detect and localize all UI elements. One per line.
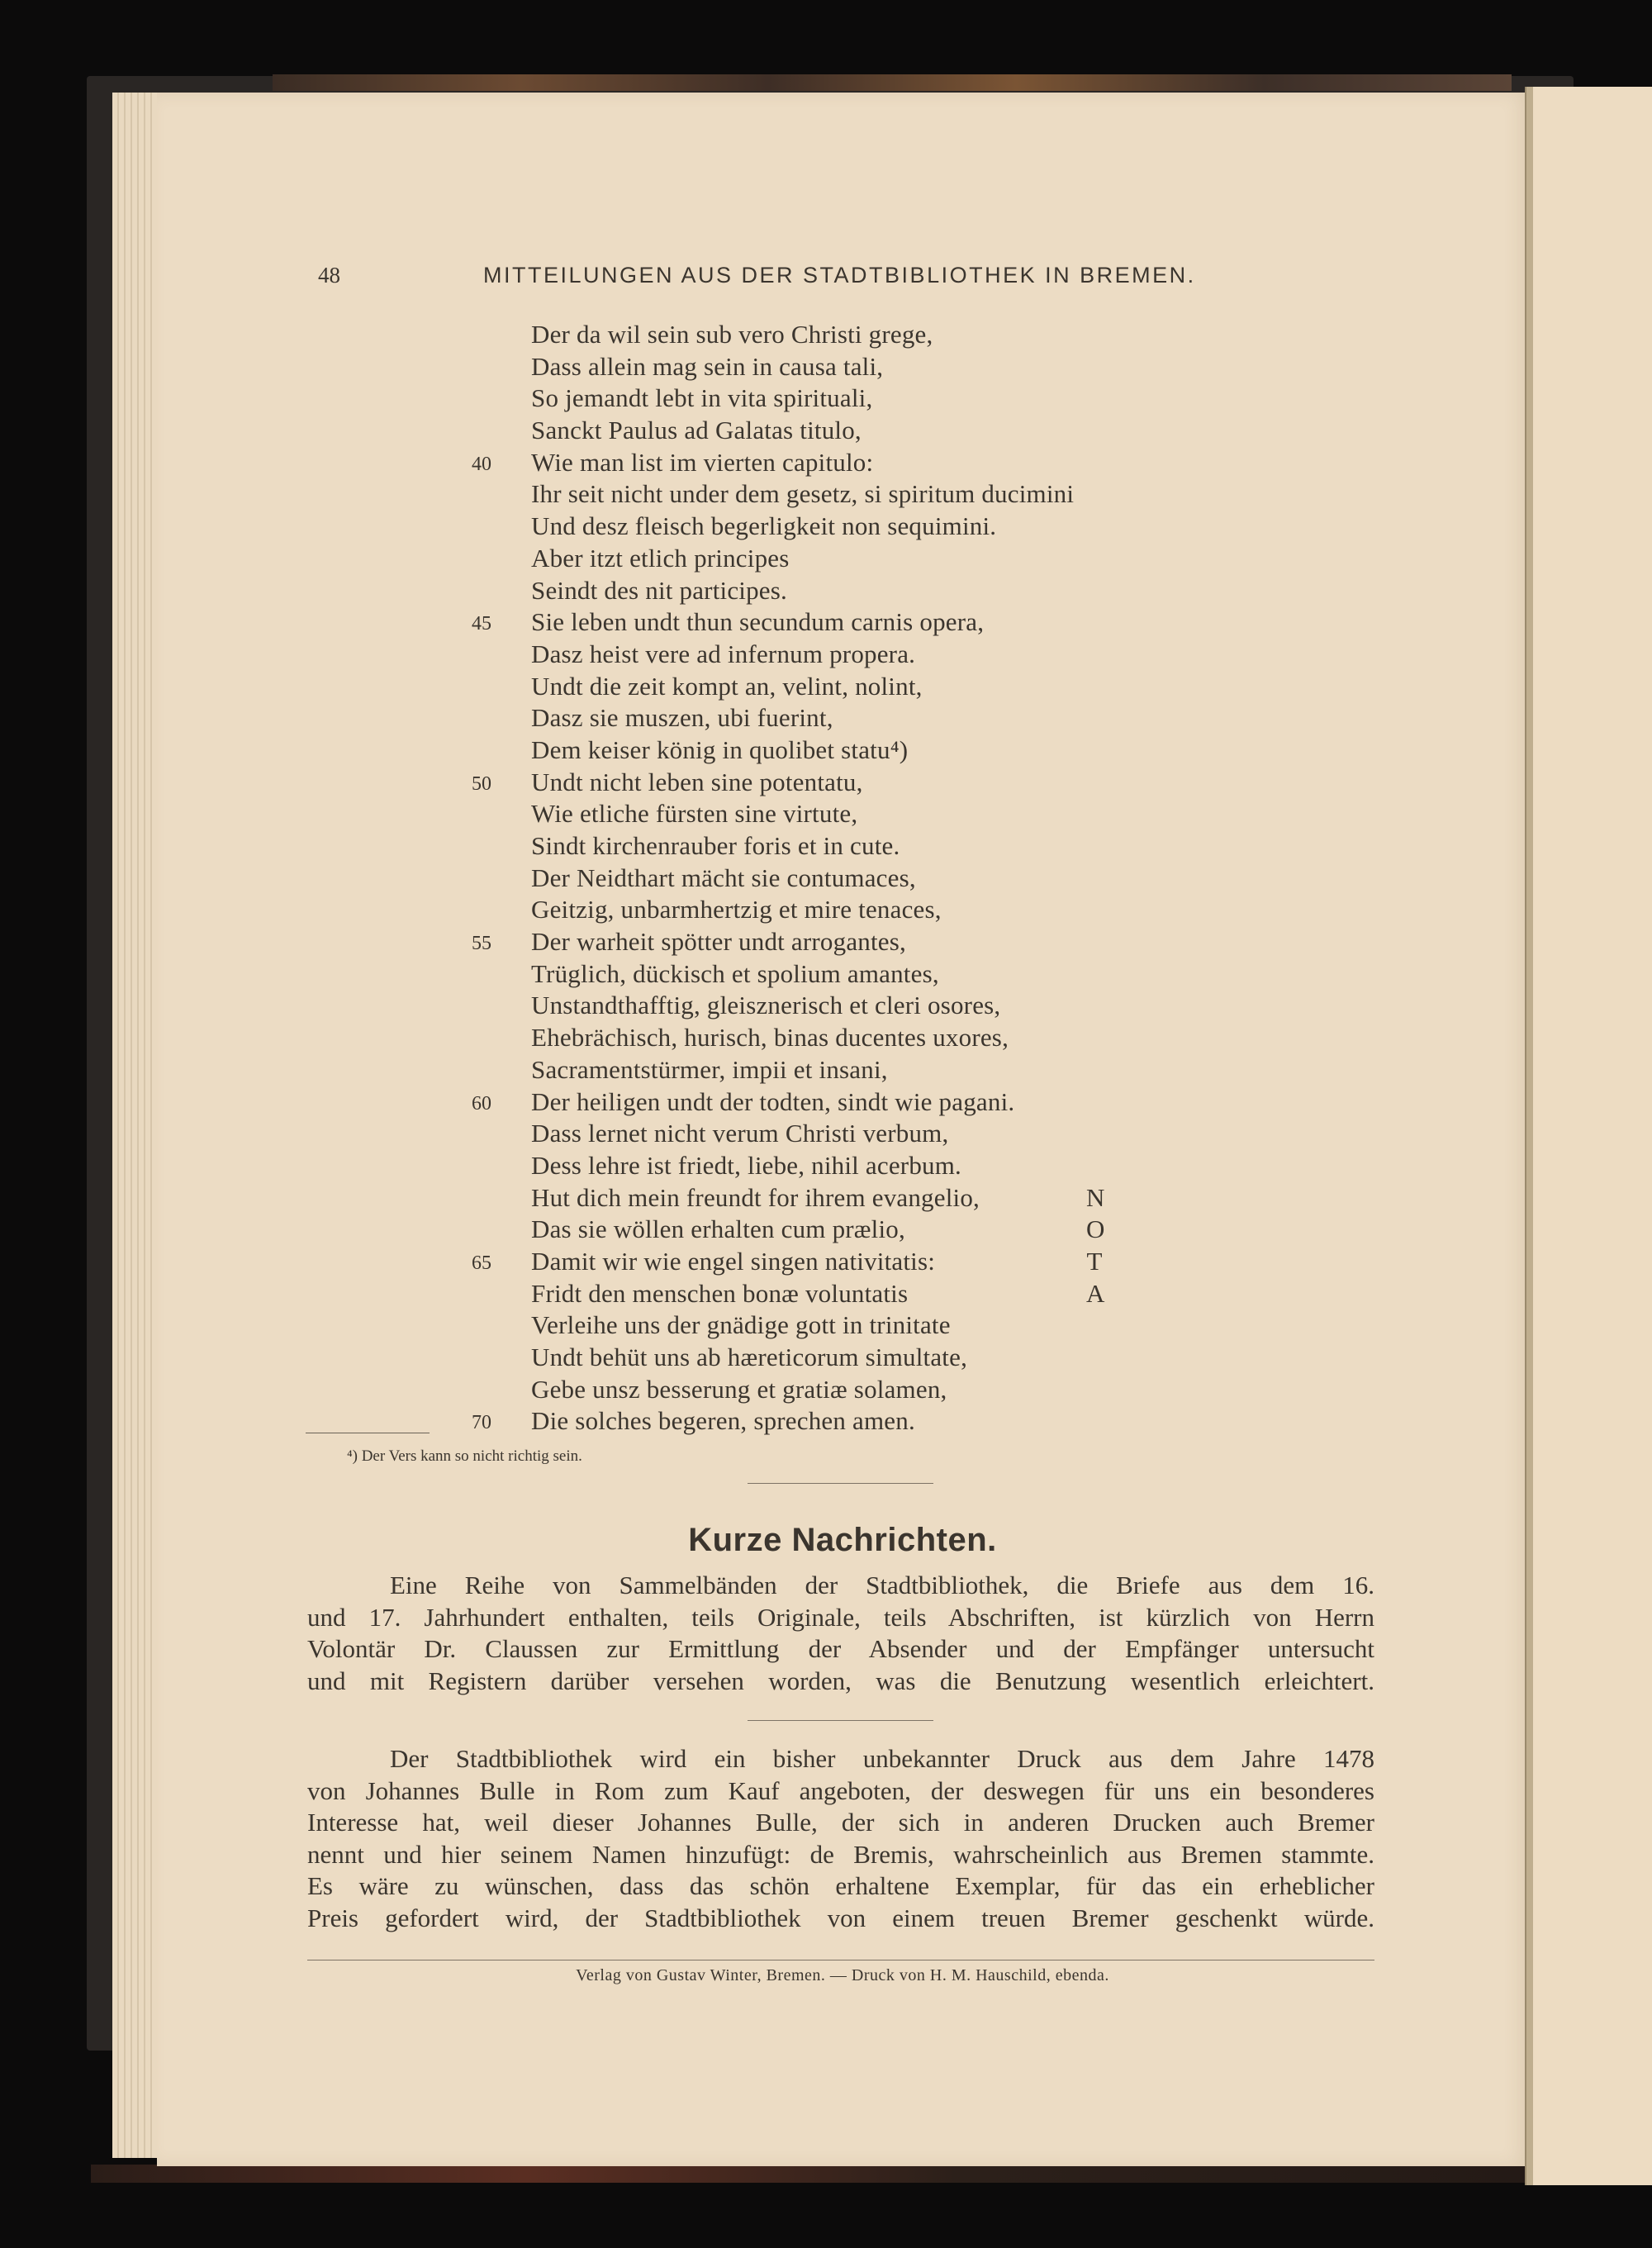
paragraph-line: Interesse hat, weil dieser Johannes Bulle, der sich in anderen Drucken auch Bremer xyxy=(307,1808,1374,1837)
paragraph-line: Es wäre zu wünschen, dass das schön erhaltene Exemplar, für das ein erheblicher xyxy=(307,1871,1374,1900)
verse-text: Seindt des nit participes. xyxy=(531,575,787,605)
verse-line xyxy=(458,798,1284,830)
verse-line xyxy=(458,702,1284,734)
verse-line xyxy=(458,894,1284,926)
verse-line xyxy=(458,1214,1284,1246)
verse-line xyxy=(458,1182,1284,1214)
news-paragraph-1 xyxy=(307,1570,1374,1697)
page-edges xyxy=(112,93,162,2158)
verse-line xyxy=(458,926,1284,958)
verse-line xyxy=(458,543,1284,575)
verse-line xyxy=(458,734,1284,767)
verse-text: Sacramentstürmer, impii et insani, xyxy=(531,1054,888,1084)
verse-line xyxy=(458,319,1284,351)
line-number: 45 xyxy=(472,613,491,635)
verse-text: Der Neidthart mächt sie contumaces, xyxy=(531,863,916,892)
verse-text: Der warheit spötter undt arrogantes, xyxy=(531,927,906,957)
paragraph-line: Eine Reihe von Sammelbänden der Stadtbibliothek, die Briefe aus dem 16. xyxy=(390,1571,1374,1599)
verse-line xyxy=(458,1405,1284,1438)
verse-text: Dess lehre ist friedt, liebe, nihil acerbum. xyxy=(531,1150,961,1180)
paragraph-line: Volontär Dr. Claussen zur Ermittlung der Absender und der Empfänger untersucht xyxy=(307,1634,1374,1663)
verse-line xyxy=(458,1246,1284,1278)
verse-text: Und desz fleisch begerligkeit non sequimini. xyxy=(531,511,997,541)
verse-text: Aber itzt etlich principes xyxy=(531,543,790,573)
verse-text: Unstandthafftig, gleisznerisch et cleri osores, xyxy=(531,991,1001,1020)
verse-line xyxy=(458,1342,1284,1374)
acrostic-letter: N xyxy=(1086,1182,1105,1212)
verse-text: Sindt kirchenrauber foris et in cute. xyxy=(531,831,900,860)
section-divider xyxy=(748,1483,933,1484)
line-number: 65 xyxy=(472,1252,491,1274)
verse-text: Wie man list im vierten capitulo: xyxy=(531,447,874,477)
verse-line xyxy=(458,606,1284,639)
line-number: 70 xyxy=(472,1412,491,1434)
verse-line xyxy=(458,671,1284,703)
page-number: 48 xyxy=(318,263,340,288)
verse-line xyxy=(458,383,1284,415)
verse-text: Dasz heist vere ad infernum propera. xyxy=(531,639,916,668)
line-number: 55 xyxy=(472,933,491,955)
verse-line xyxy=(458,863,1284,895)
paragraph-line: Der Stadtbibliothek wird ein bisher unbekannter Druck aus dem Jahre 1478 xyxy=(390,1744,1374,1773)
right-page-edge xyxy=(1533,87,1652,2185)
paragraph-line: und mit Registern darüber versehen worden, was die Benutzung wesentlich erleichtert. xyxy=(307,1666,1374,1695)
imprint: Verlag von Gustav Winter, Bremen. — Druck von H. M. Hauschild, ebenda. xyxy=(576,1966,1109,1984)
verse-line xyxy=(458,511,1284,543)
paragraph-line: von Johannes Bulle in Rom zum Kauf angeboten, der deswegen für uns ein besonderes xyxy=(307,1775,1374,1805)
verse-line xyxy=(458,639,1284,671)
verse-text: Wie etliche fürsten sine virtute, xyxy=(531,799,858,829)
verse-line xyxy=(458,447,1284,479)
verse-text: Dass allein mag sein in causa tali, xyxy=(531,351,884,381)
verse-line xyxy=(458,1118,1284,1150)
verse-text: Sanckt Paulus ad Galatas titulo, xyxy=(531,416,862,445)
verse-line xyxy=(458,1278,1284,1310)
verse-line xyxy=(458,415,1284,447)
verse-text: So jemandt lebt in vita spirituali, xyxy=(531,383,873,413)
verse-text: Ihr seit nicht under dem gesetz, si spiritum ducimini xyxy=(531,479,1075,509)
cover-top-edge xyxy=(273,74,1512,91)
verse-line xyxy=(458,478,1284,511)
verse-text: Geitzig, unbarmhertzig et mire tenaces, xyxy=(531,895,942,924)
verse-text: Gebe unsz besserung et gratiæ solamen, xyxy=(531,1374,947,1404)
verse-line xyxy=(458,1086,1284,1119)
verse-line xyxy=(458,351,1284,383)
verse-text: Der da wil sein sub vero Christi grege, xyxy=(531,320,933,349)
paragraph-line: und 17. Jahrhundert enthalten, teils Originale, teils Abschriften, ist kürzlich von Herrn xyxy=(307,1602,1374,1632)
line-number: 50 xyxy=(472,772,491,795)
acrostic-letter: T xyxy=(1086,1246,1103,1276)
verse-text: Damit wir wie engel singen nativitatis: xyxy=(531,1246,936,1276)
verse-text: Verleihe uns der gnädige gott in trinitate xyxy=(531,1310,951,1340)
verse-line xyxy=(458,1150,1284,1182)
verse-line xyxy=(458,1054,1284,1086)
section-heading: Kurze Nachrichten. xyxy=(688,1522,997,1558)
verse-text: Trüglich, dückisch et spolium amantes, xyxy=(531,958,939,988)
paragraph-divider xyxy=(748,1720,933,1721)
verse-text: Undt die zeit kompt an, velint, nolint, xyxy=(531,671,923,701)
verse-line xyxy=(458,1309,1284,1342)
verse-text: Dasz sie muszen, ubi fuerint, xyxy=(531,703,833,733)
acrostic-letter: O xyxy=(1086,1214,1105,1244)
footnote: ⁴) Der Vers kann so nicht richtig sein. xyxy=(347,1447,582,1465)
verse-text: Das sie wöllen erhalten cum prælio, xyxy=(531,1214,905,1244)
paragraph-line: nennt und hier seinem Namen hinzufügt: de Bremis, wahrscheinlich aus Bremen stammte. xyxy=(307,1839,1374,1869)
verse-line xyxy=(458,767,1284,799)
verse-text: Hut dich mein freundt for ihrem evangelio, xyxy=(531,1182,980,1212)
running-title: MITTEILUNGEN AUS DER STADTBIBLIOTHEK IN BREMEN. xyxy=(483,263,1196,288)
line-number: 60 xyxy=(472,1092,491,1114)
verse-text: Der heiligen undt der todten, sindt wie pagani. xyxy=(531,1086,1015,1116)
verse-line xyxy=(458,575,1284,607)
verse-text: Undt nicht leben sine potentatu, xyxy=(531,767,863,796)
news-paragraph-2 xyxy=(307,1743,1374,1934)
verse-line xyxy=(458,958,1284,991)
verse-text: Ehebrächisch, hurisch, binas ducentes uxores, xyxy=(531,1023,1009,1053)
verse-line xyxy=(458,990,1284,1022)
poem xyxy=(458,319,1284,1438)
verse-text: Undt behüt uns ab hæreticorum simultate, xyxy=(531,1343,968,1371)
verse-text: Fridt den menschen bonæ voluntatis xyxy=(531,1278,909,1308)
verse-line xyxy=(458,1374,1284,1406)
paragraph-line: Preis gefordert wird, der Stadtbibliothek von einem treuen Bremer geschenkt würde. xyxy=(307,1903,1374,1932)
verse-text: Dem keiser könig in quolibet statu⁴) xyxy=(531,734,909,764)
acrostic-letter: A xyxy=(1086,1278,1105,1308)
verse-text: Die solches begeren, sprechen amen. xyxy=(531,1406,915,1436)
verse-text: Sie leben undt thun secundum carnis opera, xyxy=(531,607,985,637)
cover-bottom-edge xyxy=(91,2165,1536,2183)
line-number: 40 xyxy=(472,453,491,475)
verse-text: Dass lernet nicht verum Christi verbum, xyxy=(531,1119,949,1148)
verse-line xyxy=(458,830,1284,863)
verse-line xyxy=(458,1022,1284,1054)
